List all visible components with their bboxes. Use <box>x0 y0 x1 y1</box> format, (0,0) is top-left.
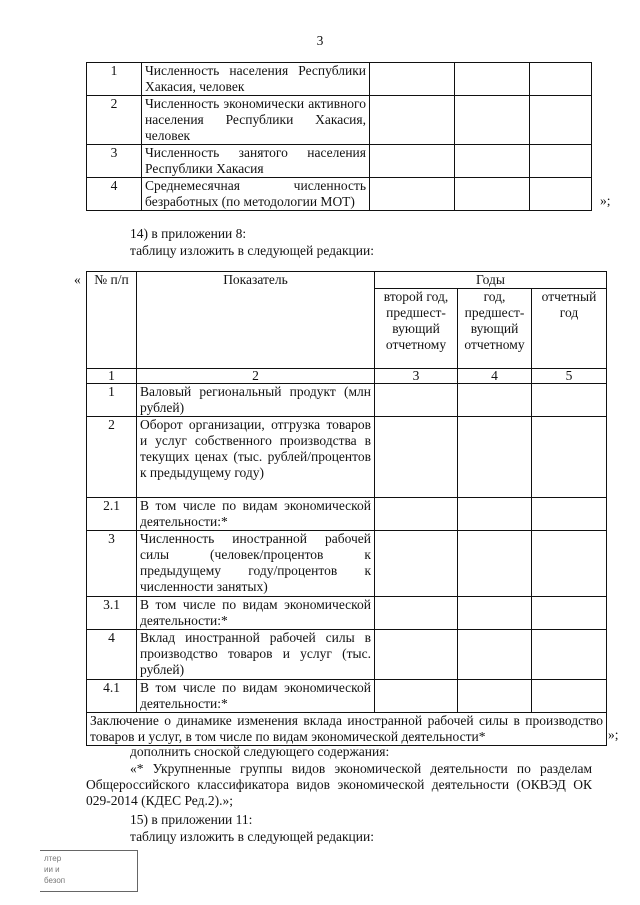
table-row <box>87 178 592 211</box>
row-indicator: Валовый региональный продукт (млн рублей) <box>137 384 375 417</box>
row-number: 3 <box>87 145 142 178</box>
table-row <box>87 145 592 178</box>
header-col-second-prior-year: второй год, предшест-вующий отчетному <box>375 289 458 369</box>
table-index-row <box>87 369 607 384</box>
row-indicator: Численность занятого населения Республики Хакасия <box>142 145 370 178</box>
table-row <box>87 384 607 417</box>
para-15-line2: таблицу изложить в следующей редакции: <box>130 829 374 844</box>
index-cell: 4 <box>458 369 532 384</box>
row-number: 4 <box>87 630 137 680</box>
header-indicator: Показатель <box>137 272 375 369</box>
stamp-line: лтер <box>44 854 62 863</box>
row-indicator: Оборот организации, отгрузка товаров и услуг собственного производства в текущих ценах (тыс. рублей/процентов к предыдущему году) <box>137 417 375 498</box>
row-number: 1 <box>87 63 142 96</box>
row-number: 4.1 <box>87 680 137 713</box>
table-row <box>87 417 607 498</box>
row-number: 3.1 <box>87 597 137 630</box>
table2-open-quote: « <box>74 272 81 287</box>
row-number: 3 <box>87 531 137 597</box>
row-number: 2 <box>87 96 142 145</box>
table-indicators-continued <box>86 62 592 211</box>
footnote-intro: дополнить сноской следующего содержания: <box>130 744 390 759</box>
index-cell: 2 <box>137 369 375 384</box>
index-cell: 3 <box>375 369 458 384</box>
table-row <box>87 63 592 96</box>
row-indicator: В том числе по видам экономической деятельности:* <box>137 498 375 531</box>
row-indicator: Вклад иностранной рабочей силы в производство товаров и услуг (тыс. рублей) <box>137 630 375 680</box>
table1-close-quote: »; <box>600 193 611 208</box>
para-15-line1: 15) в приложении 11: <box>130 812 253 827</box>
table-row <box>87 630 607 680</box>
header-col-prior-year: год, предшест-вующий отчетному <box>458 289 532 369</box>
row-number: 1 <box>87 384 137 417</box>
footnote-text: «* Укрупненные группы видов экономической деятельности по разделам Общероссийского классификатора видов экономической деятельности (ОКВЭД ОК 029-2014 (КДЕС Ред.2).»; <box>86 761 592 808</box>
index-cell: 5 <box>532 369 607 384</box>
stamp-line: ии и <box>44 865 60 874</box>
row-indicator: Численность экономически активного населения Республики Хакасия, человек <box>142 96 370 145</box>
header-col-reporting-year: отчетный год <box>532 289 607 369</box>
header-years: Годы <box>375 272 607 289</box>
row-indicator: Численность иностранной рабочей силы (человек/процентов к предыдущему году/процентов к численности занятых) <box>137 531 375 597</box>
row-indicator: В том числе по видам экономической деятельности:* <box>137 680 375 713</box>
table-row <box>87 531 607 597</box>
table-header-row <box>87 272 607 289</box>
header-num: № п/п <box>87 272 137 369</box>
row-indicator: Среднемесячная численность безработных (по методологии МОТ) <box>142 178 370 211</box>
table-conclusion-row <box>87 713 607 746</box>
table-row <box>87 498 607 531</box>
table-appendix-8 <box>86 271 607 746</box>
table-row <box>87 597 607 630</box>
row-number: 2.1 <box>87 498 137 531</box>
index-cell: 1 <box>87 369 137 384</box>
table-row <box>87 680 607 713</box>
approval-stamp <box>40 850 138 892</box>
table2-close-quote: »; <box>608 727 619 742</box>
row-indicator: В том числе по видам экономической деятельности:* <box>137 597 375 630</box>
para-14-line1: 14) в приложении 8: <box>130 226 247 241</box>
row-number: 4 <box>87 178 142 211</box>
para-14-line2: таблицу изложить в следующей редакции: <box>130 243 374 258</box>
row-indicator: Численность населения Республики Хакасия, человек <box>142 63 370 96</box>
row-number: 2 <box>87 417 137 498</box>
table-row <box>87 96 592 145</box>
page-number: 3 <box>316 33 324 48</box>
stamp-line: безоп <box>44 876 66 885</box>
conclusion-text: Заключение о динамике изменения вклада иностранной рабочей силы в производство товаров и услуг, в том числе по видам экономической деятельности* <box>87 713 607 746</box>
